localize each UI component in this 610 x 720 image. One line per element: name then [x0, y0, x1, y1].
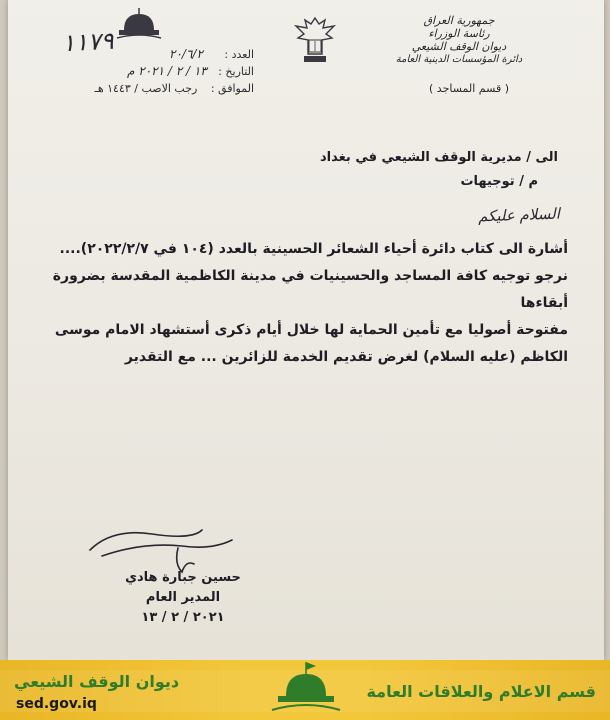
number-row: [84, 46, 254, 63]
signature-date: ٢٠٢١ / ٢ / ١٣: [141, 610, 225, 625]
date-label: التاريخ :: [218, 65, 254, 78]
header-line-3: ديوان الوقف الشيعي: [411, 40, 507, 53]
body-line-3: مفتوحة أصوليا مع تأمين الحماية لها خلال أيام ذكرى أستشهاد الامام موسى: [54, 322, 568, 338]
letter-body: [48, 236, 568, 371]
department-label: ( قسم المساجد ): [429, 82, 509, 95]
footer-right-title: قسم الاعلام والعلاقات العامة: [366, 682, 596, 701]
hijri-value: رجب الاصب / ١٤٤٣ هـ: [94, 82, 198, 95]
recipient-line: الى / مديرية الوقف الشيعي في بغداد: [319, 150, 558, 165]
body-line-1: أشارة الى كتاب دائرة أحياء الشعائر الحسينية بالعدد (١٠٤ في ٢٠٢٢/٢/٧)....: [59, 241, 568, 257]
header-ministry-block: [384, 14, 534, 66]
signatory-name: حسين جبارة هادي: [125, 570, 241, 585]
header-line-4: دائرة المؤسسات الدينية العامة: [395, 54, 523, 65]
hijri-row: [84, 80, 254, 97]
shrine-logo-icon: [114, 6, 164, 42]
footer-banner: [0, 660, 610, 720]
number-label: العدد :: [224, 48, 254, 61]
number-value: ٢٠/٦/٢: [169, 47, 203, 61]
footer-shrine-logo-icon: [268, 660, 344, 718]
body-line-2: نرجو توجيه كافة المساجد والحسينيات في مدينة الكاظمية المقدسة بضرورة أبقاءها: [52, 268, 568, 311]
body-line-4: الكاظم (عليه السلام) لغرض تقديم الخدمة للزائرين ... مع التقدير: [124, 349, 568, 365]
hijri-label: الموافق :: [210, 82, 254, 95]
document-page: [8, 0, 604, 660]
greeting: السلام عليكم: [477, 204, 561, 226]
footer-url: sed.gov.iq: [16, 696, 97, 712]
header-line-2: رئاسة الوزراء: [428, 27, 490, 40]
header-line-1: جمهورية العراق: [423, 14, 495, 27]
date-row: [84, 63, 254, 80]
iraq-eagle-emblem-icon: [292, 14, 338, 66]
date-value: ١٣ / ٢ / ٢٠٢١ م: [127, 64, 207, 78]
reference-meta-block: [84, 46, 254, 97]
subject-line: م / توجيهات: [460, 174, 538, 189]
footer-left-title: ديوان الوقف الشيعي: [14, 672, 180, 691]
signature-block: [108, 568, 258, 628]
handwritten-reference-number: ١١٧٩: [61, 26, 115, 58]
signatory-title: المدير العام: [145, 590, 221, 605]
